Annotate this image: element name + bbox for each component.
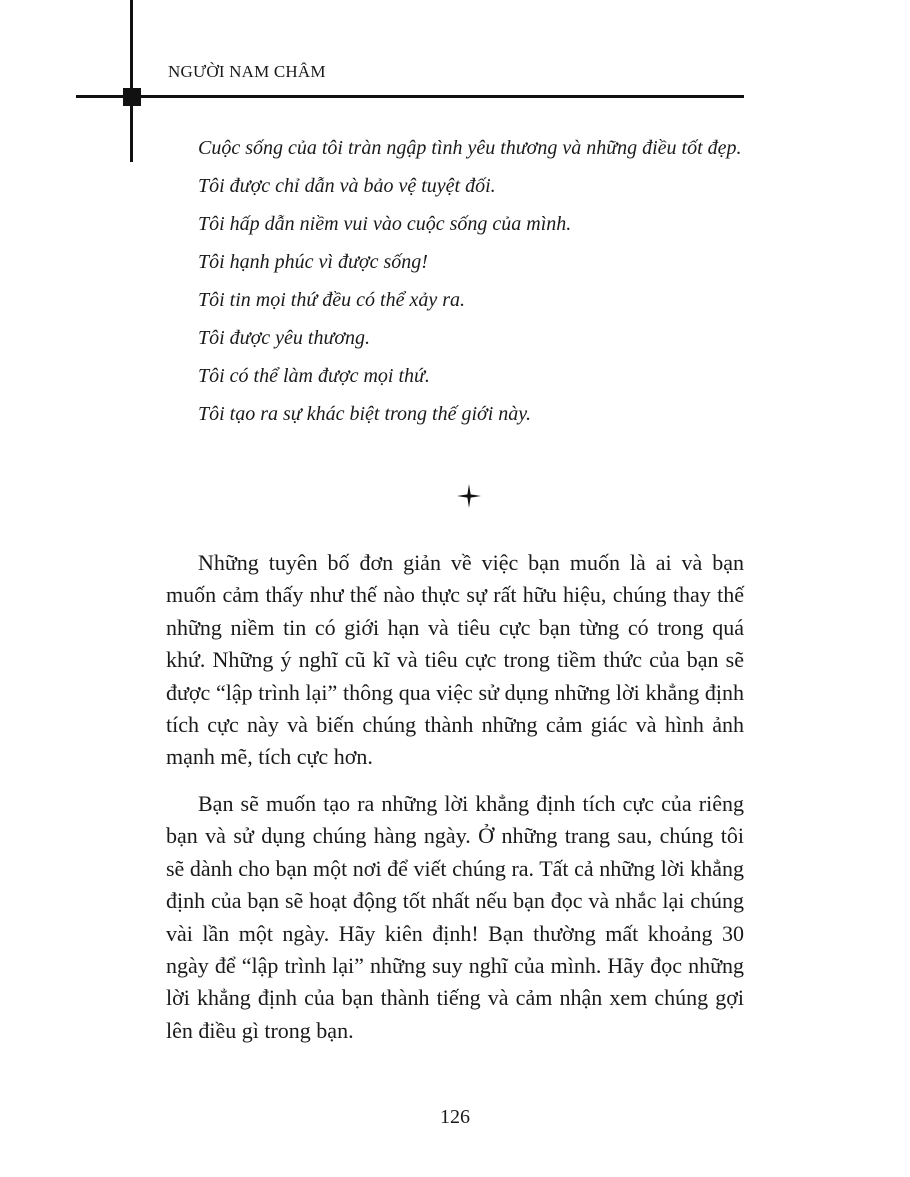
body-section-2 [166, 788, 744, 1059]
affirmation-item: Tôi có thể làm được mọi thứ. [198, 365, 430, 387]
four-point-star-icon [457, 484, 481, 508]
header-square-ornament [123, 88, 141, 106]
affirmation-item: Cuộc sống của tôi tràn ngập tình yêu thương và những điều tốt đẹp. [198, 137, 742, 159]
header-vertical-rule [130, 0, 133, 162]
affirmation-item: Tôi được chỉ dẫn và bảo vệ tuyệt đối. [198, 175, 496, 197]
running-head-title: NGƯỜI NAM CHÂM [168, 62, 326, 81]
affirmation-item: Tôi hấp dẫn niềm vui vào cuộc sống của mình. [198, 213, 572, 235]
page-number: 126 [440, 1106, 470, 1128]
header-horizontal-rule [76, 95, 744, 98]
body-paragraph: Bạn sẽ muốn tạo ra những lời khẳng định tích cực của riêng bạn và sử dụng chúng hàng ngày. Ở những trang sau, chúng tôi sẽ dành cho bạn một nơi để viết chúng ra. Tất cả những lời khẳng định của bạn sẽ hoạt động tốt nhất nếu bạn đọc và nhắc lại chúng vài lần một ngày. Hãy kiên định! Bạn thường mất khoảng 30 ngày để “lập trình lại” những suy nghĩ của mình. Hãy đọc những lời khẳng định của bạn thành tiếng và cảm nhận xem chúng gợi lên điều gì trong bạn. [166, 791, 744, 1043]
affirmation-item: Tôi được yêu thương. [198, 327, 371, 349]
affirmation-item: Tôi tạo ra sự khác biệt trong thế giới này. [198, 403, 532, 425]
affirmation-item: Tôi hạnh phúc vì được sống! [198, 251, 428, 273]
body-paragraph: Những tuyên bố đơn giản về việc bạn muốn là ai và bạn muốn cảm thấy như thế nào thực sự rất hữu hiệu, chúng thay thế những niềm tin có giới hạn và tiêu cực bạn từng có trong quá khứ. Những ý nghĩ cũ kĩ và tiêu cực trong tiềm thức của bạn sẽ được “lập trình lại” thông qua việc sử dụng những lời khẳng định tích cực này và biến chúng thành những cảm giác và hình ảnh mạnh mẽ, tích cực hơn. [166, 550, 744, 770]
affirmation-item: Tôi tin mọi thứ đều có thể xảy ra. [198, 289, 465, 311]
body-section-1 [166, 547, 744, 786]
affirmation-list [198, 131, 746, 435]
